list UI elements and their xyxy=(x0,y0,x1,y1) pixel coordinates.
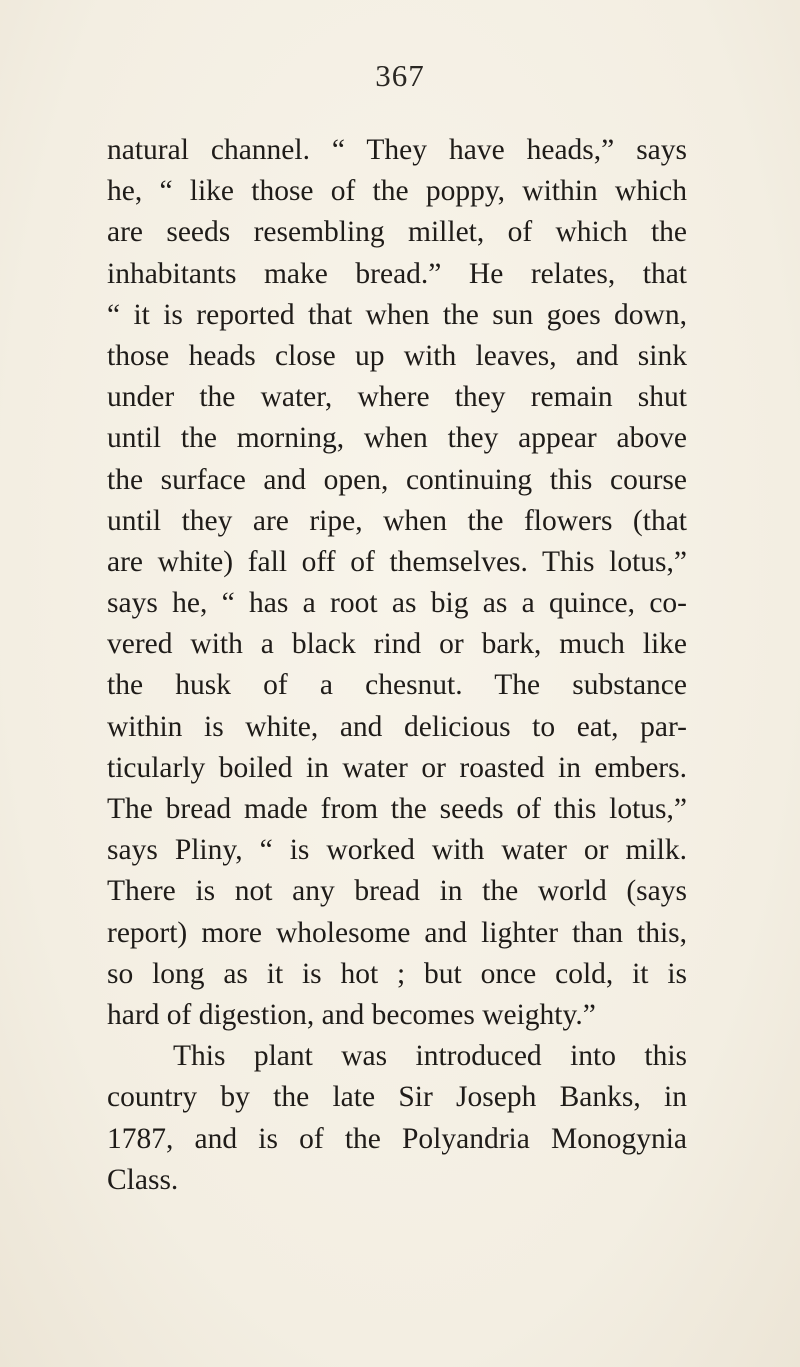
text-line: There is not any bread in the world (says xyxy=(107,875,687,908)
text-line: are white) fall off of themselves. This lotus,” xyxy=(107,545,687,578)
text-line: country by the late Sir Joseph Banks, in xyxy=(107,1081,687,1114)
text-line: says he, “ has a root as big as a quince, co- xyxy=(107,587,687,620)
text-line: within is white, and delicious to eat, par- xyxy=(107,710,687,743)
page-number: 367 xyxy=(375,58,425,93)
text-line: are seeds resembling millet, of which the xyxy=(107,216,687,249)
text-line: Class. xyxy=(107,1163,179,1196)
text-line: he, “ like those of the poppy, within which xyxy=(107,175,687,208)
text-line: under the water, where they remain shut xyxy=(107,381,687,414)
text-line: until the morning, when they appear above xyxy=(107,422,687,455)
text-line: the husk of a chesnut. The substance xyxy=(107,669,687,702)
text-line: This plant was introduced into this xyxy=(173,1040,687,1073)
text-line: report) more wholesome and lighter than this, xyxy=(107,916,687,949)
body-text xyxy=(107,130,687,1201)
text-line: those heads close up with leaves, and sink xyxy=(107,339,687,372)
text-line: “ it is reported that when the sun goes down, xyxy=(107,298,687,331)
text-line: hard of digestion, and becomes weighty.” xyxy=(107,998,596,1031)
text-line: inhabitants make bread.” He relates, that xyxy=(107,257,687,290)
text-line: says Pliny, “ is worked with water or milk. xyxy=(107,834,687,867)
text-line: ticularly boiled in water or roasted in embers. xyxy=(107,751,687,784)
text-line: 1787, and is of the Polyandria Monogynia xyxy=(107,1122,687,1155)
text-line: vered with a black rind or bark, much like xyxy=(107,628,687,661)
text-line: the surface and open, continuing this course xyxy=(107,463,687,496)
text-line: natural channel. “ They have heads,” says xyxy=(107,134,687,166)
text-line: The bread made from the seeds of this lotus,” xyxy=(107,793,687,825)
text-line: until they are ripe, when the flowers (that xyxy=(107,504,687,537)
text-line: so long as it is hot ; but once cold, it is xyxy=(107,957,687,990)
